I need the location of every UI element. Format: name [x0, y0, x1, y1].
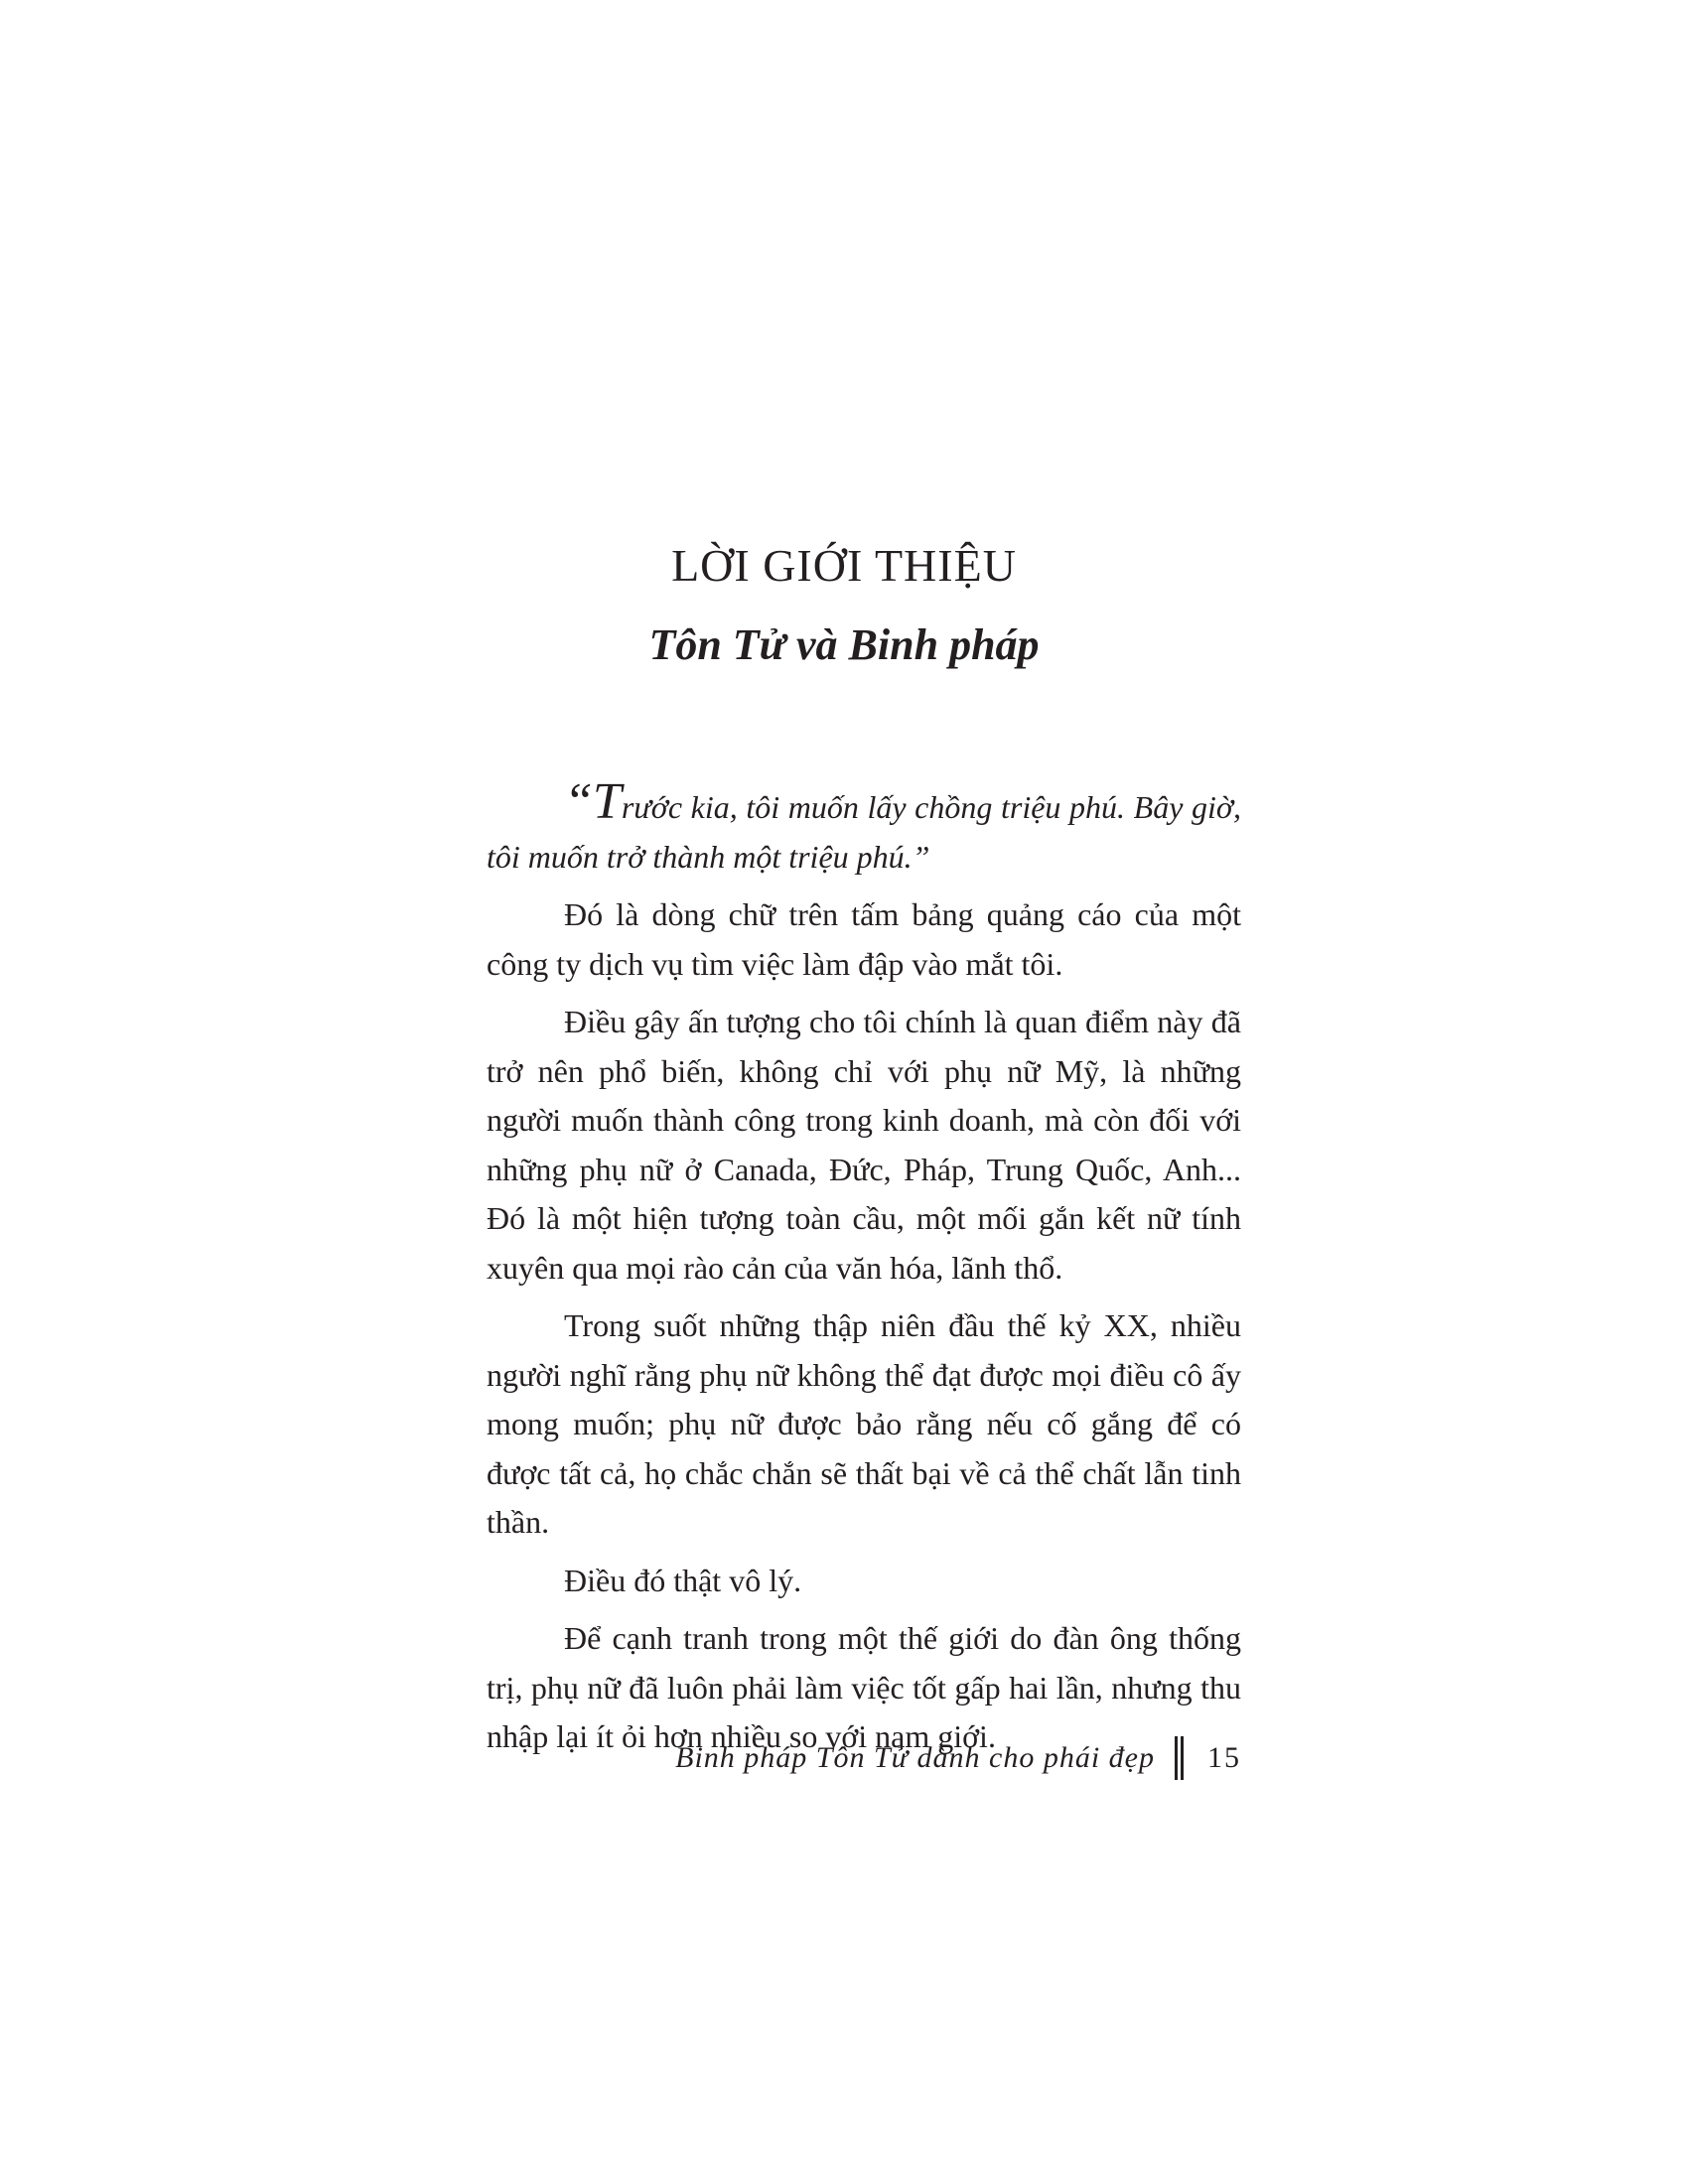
quote-text: rước kia, tôi muốn lấy chồng triệu phú. Bây giờ, tôi muốn trở thành một triệu phú.”	[487, 789, 1241, 875]
running-title: Binh pháp Tôn Tử dành cho phái đẹp	[675, 1741, 1155, 1774]
paragraph-1: Đó là dòng chữ trên tấm bảng quảng cáo của một công ty dịch vụ tìm việc làm đập vào mắt tôi.	[487, 896, 1241, 982]
page-footer	[487, 1733, 1241, 1783]
chapter-label: LỜI GIỚI THIỆU	[671, 540, 1017, 591]
paragraph-4: Điều đó thật vô lý.	[564, 1562, 802, 1598]
body-text	[487, 773, 1241, 1771]
page-number: 15	[1207, 1741, 1241, 1774]
opening-quote	[487, 773, 1241, 882]
chapter-subtitle: Tôn Tử và Binh pháp	[648, 620, 1040, 669]
paragraph-5: Để cạnh tranh trong một thế giới do đàn ông thống trị, phụ nữ đã luôn phải làm việc tốt gấp hai lần, nhưng thu nhập lại ít ỏi hơn nhiều so với nam giới.	[487, 1620, 1241, 1754]
footer-separator	[1175, 1736, 1184, 1780]
quote-initial: “T	[564, 773, 622, 830]
paragraph-3: Trong suốt những thập niên đầu thế kỷ XX, nhiều người nghĩ rằng phụ nữ không thể đạt được mọi điều cô ấy mong muốn; phụ nữ được bảo rằng nếu cố gắng để có được tất cả, họ chắc chắn sẽ thất bại về cả thể chất lẫn tinh thần.	[487, 1307, 1241, 1540]
paragraph-2: Điều gây ấn tượng cho tôi chính là quan điểm này đã trở nên phổ biến, không chỉ với phụ nữ Mỹ, là những người muốn thành công trong kinh doanh, mà còn đối với những phụ nữ ở Canada, Đức, Pháp, Trung Quốc, Anh... Đó là một hiện tượng toàn cầu, một mối gắn kết nữ tính xuyên qua mọi rào cản của văn hóa, lãnh thổ.	[487, 1004, 1241, 1286]
